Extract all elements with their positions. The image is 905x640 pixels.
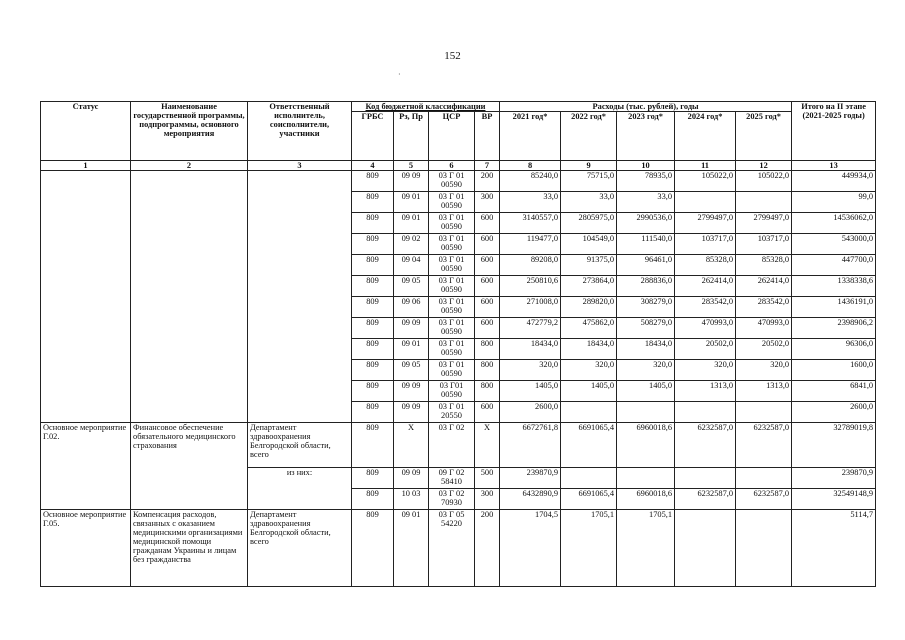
cell-value-2025: 6232587,0	[736, 489, 792, 510]
col-num: 6	[429, 161, 475, 171]
continued-responsible-cell	[248, 171, 352, 423]
cell-vr: 200	[475, 171, 500, 192]
cell-rzpr: 09 09	[394, 381, 429, 402]
cell-value-2023: 1405,0	[617, 381, 675, 402]
cell-grbs: 809	[352, 171, 394, 192]
cell-value-2025: 85328,0	[736, 255, 792, 276]
page-number: 152	[444, 50, 461, 62]
budget-table	[40, 101, 876, 587]
header-2022: 2022 год*	[561, 112, 617, 161]
cell-value-2023: 320,0	[617, 360, 675, 381]
cell-grbs: 809	[352, 297, 394, 318]
cell-grbs: 809	[352, 276, 394, 297]
cell-value-2022: 1405,0	[561, 381, 617, 402]
cell-csr: 03 Г 01 00590	[429, 255, 475, 276]
cell-value-2021: 250810,6	[500, 276, 561, 297]
header-responsible: Ответственный исполнитель, соисполнители, участники	[248, 102, 352, 161]
cell-value-total: 447700,0	[792, 255, 876, 276]
cell-value-2024: 105022,0	[675, 171, 736, 192]
cell-vr: 600	[475, 234, 500, 255]
cell-value-2022: 91375,0	[561, 255, 617, 276]
cell-grbs: 809	[352, 468, 394, 489]
cell-vr: 200	[475, 510, 500, 587]
cell-value-total: 1436191,0	[792, 297, 876, 318]
cell-rzpr: 10 03	[394, 489, 429, 510]
scan-mark: ·	[398, 70, 401, 79]
cell-value-2025: 1313,0	[736, 381, 792, 402]
cell-value-2024	[675, 468, 736, 489]
cell-value-2023: 6960018,6	[617, 489, 675, 510]
cell-value-2022: 273864,0	[561, 276, 617, 297]
cell-value-2021: 3140557,0	[500, 213, 561, 234]
cell-value-total: 2600,0	[792, 402, 876, 423]
g05-status: Основное мероприятие Г.05.	[41, 510, 131, 587]
cell-value-2021: 33,0	[500, 192, 561, 213]
table-body	[41, 171, 876, 587]
cell-value-2024: 20502,0	[675, 339, 736, 360]
header-csr: ЦСР	[429, 112, 475, 161]
cell-value-2021: 89208,0	[500, 255, 561, 276]
col-num: 11	[675, 161, 736, 171]
g02-responsible: Департамент здравоохранения Белгородской области, всего	[248, 423, 352, 468]
table-row	[41, 171, 876, 192]
g02-status: Основное мероприятие Г.02.	[41, 423, 131, 510]
cell-value-2024: 103717,0	[675, 234, 736, 255]
cell-grbs: 809	[352, 381, 394, 402]
cell-value-total: 96306,0	[792, 339, 876, 360]
cell-value-2025	[736, 468, 792, 489]
continued-status-cell	[41, 171, 131, 423]
cell-value-2024	[675, 510, 736, 587]
cell-vr: 500	[475, 468, 500, 489]
cell-value-2024: 283542,0	[675, 297, 736, 318]
cell-value-total: 99,0	[792, 192, 876, 213]
cell-value-2025: 470993,0	[736, 318, 792, 339]
cell-grbs: 809	[352, 510, 394, 587]
cell-value-total: 1600,0	[792, 360, 876, 381]
cell-value-2023: 288836,0	[617, 276, 675, 297]
cell-vr: 800	[475, 360, 500, 381]
cell-rzpr: 09 09	[394, 468, 429, 489]
cell-value-total: 2398906,2	[792, 318, 876, 339]
header-2021: 2021 год*	[500, 112, 561, 161]
header-2023: 2023 год*	[617, 112, 675, 161]
cell-value-2023: 111540,0	[617, 234, 675, 255]
cell-vr: 600	[475, 318, 500, 339]
cell-csr: 03 Г01 00590	[429, 381, 475, 402]
cell-csr: 03 Г 02 70930	[429, 489, 475, 510]
header-rzpr: Рз, Пр	[394, 112, 429, 161]
cell-csr: 03 Г 01 00590	[429, 192, 475, 213]
cell-value-2023: 96461,0	[617, 255, 675, 276]
table-row	[41, 423, 876, 468]
cell-rzpr: 09 01	[394, 339, 429, 360]
cell-rzpr: 09 04	[394, 255, 429, 276]
cell-csr: 03 Г 02	[429, 423, 475, 468]
cell-value-2022: 18434,0	[561, 339, 617, 360]
cell-value-total: 239870,9	[792, 468, 876, 489]
cell-value-2025	[736, 510, 792, 587]
cell-rzpr: 09 09	[394, 171, 429, 192]
table-row	[41, 510, 876, 587]
cell-csr: 03 Г 01 00590	[429, 360, 475, 381]
cell-grbs: 809	[352, 192, 394, 213]
cell-grbs: 809	[352, 255, 394, 276]
cell-value-total: 32789019,8	[792, 423, 876, 468]
cell-value-2023: 33,0	[617, 192, 675, 213]
cell-csr: 03 Г 01 00590	[429, 276, 475, 297]
cell-value-2024	[675, 402, 736, 423]
table-header	[41, 102, 876, 171]
cell-value-2021: 85240,0	[500, 171, 561, 192]
cell-value-2024: 320,0	[675, 360, 736, 381]
cell-vr: 600	[475, 213, 500, 234]
cell-value-2024: 6232587,0	[675, 489, 736, 510]
cell-value-2021: 472779,2	[500, 318, 561, 339]
cell-value-2024: 85328,0	[675, 255, 736, 276]
cell-vr: 300	[475, 489, 500, 510]
cell-rzpr: 09 01	[394, 510, 429, 587]
header-kod-group: Код бюджетной классификации	[352, 102, 500, 112]
cell-value-2021: 320,0	[500, 360, 561, 381]
header-vr: ВР	[475, 112, 500, 161]
cell-value-2024: 2799497,0	[675, 213, 736, 234]
cell-value-2025	[736, 192, 792, 213]
cell-value-2024	[675, 192, 736, 213]
cell-rzpr: 09 09	[394, 402, 429, 423]
cell-value-2024: 1313,0	[675, 381, 736, 402]
cell-value-total: 14536062,0	[792, 213, 876, 234]
col-num: 7	[475, 161, 500, 171]
cell-grbs: 809	[352, 423, 394, 468]
col-num: 4	[352, 161, 394, 171]
header-2024: 2024 год*	[675, 112, 736, 161]
g02-sub-label: из них:	[248, 468, 352, 510]
cell-vr: 800	[475, 381, 500, 402]
cell-value-2021: 2600,0	[500, 402, 561, 423]
cell-grbs: 809	[352, 234, 394, 255]
cell-value-2023: 18434,0	[617, 339, 675, 360]
cell-value-2022: 475862,0	[561, 318, 617, 339]
g05-responsible: Департамент здравоохранения Белгородской области, всего	[248, 510, 352, 587]
col-num: 3	[248, 161, 352, 171]
cell-csr: 03 Г 05 54220	[429, 510, 475, 587]
cell-rzpr: 09 01	[394, 213, 429, 234]
cell-value-2023	[617, 402, 675, 423]
cell-value-total: 543000,0	[792, 234, 876, 255]
cell-value-2025: 262414,0	[736, 276, 792, 297]
cell-value-2023: 308279,0	[617, 297, 675, 318]
cell-rzpr: 09 06	[394, 297, 429, 318]
cell-value-total: 449934,0	[792, 171, 876, 192]
header-expenses-group: Расходы (тыс. рублей), годы	[500, 102, 792, 112]
col-num: 2	[131, 161, 248, 171]
cell-value-2025: 20502,0	[736, 339, 792, 360]
cell-value-2021: 6672761,8	[500, 423, 561, 468]
cell-value-2024: 262414,0	[675, 276, 736, 297]
cell-grbs: 809	[352, 402, 394, 423]
cell-csr: 03 Г 01 20550	[429, 402, 475, 423]
cell-vr: 800	[475, 339, 500, 360]
cell-value-2022: 104549,0	[561, 234, 617, 255]
cell-value-2025: 6232587,0	[736, 423, 792, 468]
cell-value-2021: 119477,0	[500, 234, 561, 255]
g05-name: Компенсация расходов, связанных с оказанием медицинскими организациями медицинской помощи гражданам Украины и лицам без гражданства	[131, 510, 248, 587]
cell-value-2025: 105022,0	[736, 171, 792, 192]
cell-value-2023: 2990536,0	[617, 213, 675, 234]
cell-vr: 600	[475, 297, 500, 318]
cell-value-2022: 33,0	[561, 192, 617, 213]
cell-value-2021: 18434,0	[500, 339, 561, 360]
cell-value-2022	[561, 402, 617, 423]
cell-vr: 600	[475, 276, 500, 297]
cell-value-2023	[617, 468, 675, 489]
col-num: 1	[41, 161, 131, 171]
col-num: 12	[736, 161, 792, 171]
cell-grbs: 809	[352, 360, 394, 381]
col-num: 5	[394, 161, 429, 171]
cell-rzpr: 09 05	[394, 360, 429, 381]
cell-value-2025	[736, 402, 792, 423]
cell-vr: 600	[475, 255, 500, 276]
cell-rzpr: 09 01	[394, 192, 429, 213]
cell-value-2025: 2799497,0	[736, 213, 792, 234]
header-status: Статус	[41, 102, 131, 161]
header-name: Наименование государственной программы, подпрограммы, основного мероприятия	[131, 102, 248, 161]
cell-value-2023: 78935,0	[617, 171, 675, 192]
cell-grbs: 809	[352, 213, 394, 234]
header-grbs: ГРБС	[352, 112, 394, 161]
continued-name-cell	[131, 171, 248, 423]
header-total: Итого на II этапе (2021-2025 годы)	[792, 102, 876, 161]
cell-csr: 03 Г 01 00590	[429, 318, 475, 339]
cell-value-2021: 1405,0	[500, 381, 561, 402]
cell-value-2022: 2805975,0	[561, 213, 617, 234]
cell-value-2022: 320,0	[561, 360, 617, 381]
cell-value-total: 6841,0	[792, 381, 876, 402]
cell-value-2021: 271008,0	[500, 297, 561, 318]
col-num: 8	[500, 161, 561, 171]
cell-value-2022: 6691065,4	[561, 423, 617, 468]
cell-value-2025: 283542,0	[736, 297, 792, 318]
cell-value-total: 5114,7	[792, 510, 876, 587]
cell-csr: 03 Г 01 00590	[429, 297, 475, 318]
cell-rzpr: 09 02	[394, 234, 429, 255]
cell-csr: 03 Г 01 00590	[429, 234, 475, 255]
g02-name: Финансовое обеспечение обязательного медицинского страхования	[131, 423, 248, 510]
cell-value-2021: 6432890,9	[500, 489, 561, 510]
cell-grbs: 809	[352, 489, 394, 510]
cell-value-2021: 1704,5	[500, 510, 561, 587]
cell-rzpr: X	[394, 423, 429, 468]
cell-value-2021: 239870,9	[500, 468, 561, 489]
cell-vr: X	[475, 423, 500, 468]
cell-value-2022: 75715,0	[561, 171, 617, 192]
cell-rzpr: 09 05	[394, 276, 429, 297]
cell-grbs: 809	[352, 318, 394, 339]
cell-csr: 03 Г 01 00590	[429, 171, 475, 192]
cell-value-2022: 1705,1	[561, 510, 617, 587]
cell-value-2023: 1705,1	[617, 510, 675, 587]
cell-value-2022: 289820,0	[561, 297, 617, 318]
cell-csr: 09 Г 02 58410	[429, 468, 475, 489]
header-2025: 2025 год*	[736, 112, 792, 161]
cell-value-2025: 103717,0	[736, 234, 792, 255]
cell-vr: 600	[475, 402, 500, 423]
cell-value-2022	[561, 468, 617, 489]
cell-value-total: 32549148,9	[792, 489, 876, 510]
cell-csr: 03 Г 01 00590	[429, 213, 475, 234]
col-num: 13	[792, 161, 876, 171]
cell-value-2023: 508279,0	[617, 318, 675, 339]
cell-rzpr: 09 09	[394, 318, 429, 339]
column-number-row	[41, 161, 876, 171]
cell-value-total: 1338338,6	[792, 276, 876, 297]
cell-vr: 300	[475, 192, 500, 213]
col-num: 9	[561, 161, 617, 171]
cell-value-2023: 6960018,6	[617, 423, 675, 468]
cell-value-2024: 470993,0	[675, 318, 736, 339]
col-num: 10	[617, 161, 675, 171]
cell-value-2024: 6232587,0	[675, 423, 736, 468]
cell-csr: 03 Г 01 00590	[429, 339, 475, 360]
cell-value-2022: 6691065,4	[561, 489, 617, 510]
cell-grbs: 809	[352, 339, 394, 360]
cell-value-2025: 320,0	[736, 360, 792, 381]
